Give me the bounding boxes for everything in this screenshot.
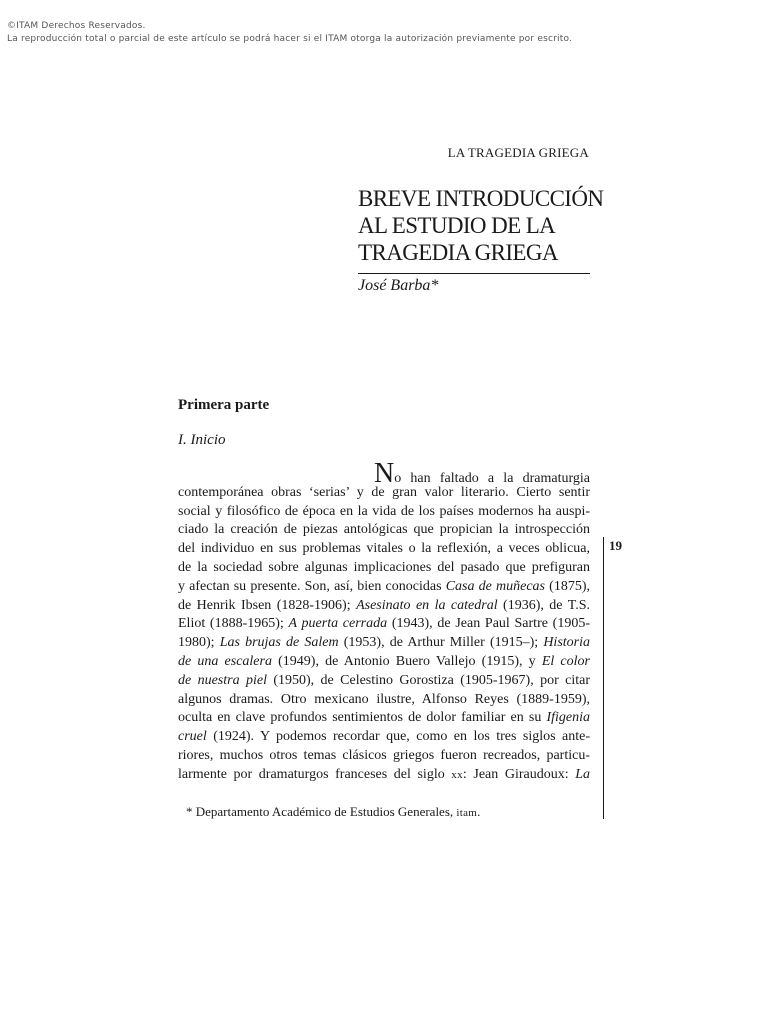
body-line [178, 672, 590, 691]
italic-text: A puerta cerrada [288, 616, 388, 632]
italic-text: El color [541, 653, 590, 669]
body-line [178, 559, 590, 578]
body-line [178, 578, 590, 597]
article-title [358, 185, 604, 266]
drop-cap: N [374, 458, 395, 489]
body-line [178, 458, 590, 489]
title-divider [358, 273, 590, 274]
body-text-segment: (1949), de Antonio Buero Vallejo (1915), y [271, 653, 542, 669]
section-heading: Primera parte [178, 397, 270, 413]
page-number: 19 [609, 538, 622, 553]
italic-text: cruel [178, 729, 207, 745]
body-text-segment: algunos dramas. Otro mexicano ilustre, Alfonso Reyes (1889-1959), [178, 691, 590, 707]
body-text-segment: de Henrik Ibsen (1828-1906); [178, 597, 357, 613]
margin-rule [603, 537, 604, 819]
body-line [178, 540, 590, 559]
body-line [178, 709, 590, 728]
title-line: AL ESTUDIO DE LA [358, 213, 556, 238]
footnote [186, 804, 480, 820]
body-text-segment: (1924). Y podemos recordar que, como en los tres siglos ante- [206, 729, 590, 745]
title-line: BREVE INTRODUCCIÓN [358, 186, 604, 211]
copyright-line-1: ©ITAM Derechos Reservados. [7, 21, 146, 31]
body-text-segment: (1950), de Celestino Gorostiza (1905-1967), por citar [266, 672, 590, 688]
body-text-segment: o han faltado a la dramaturgia [394, 471, 590, 486]
body-text-segment: de la sociedad sobre algunas implicaciones del pasado que prefiguran [178, 559, 590, 575]
body-line [178, 615, 590, 634]
subsection-heading: I. Inicio [178, 432, 226, 448]
body-text-segment: (1943), de Jean Paul Sartre (1905- [387, 616, 590, 632]
body-line [178, 503, 590, 522]
copyright-notice [7, 20, 572, 46]
body-text-segment: social y filosófico de época en la vida de los países modernos ha auspi- [178, 503, 590, 519]
body-line [178, 521, 590, 540]
body-line [178, 653, 590, 672]
body-text-segment: 1980); [178, 635, 220, 651]
body-text-segment: (1875), [545, 578, 590, 594]
italic-text: Las brujas de Salem [219, 635, 339, 651]
body-text-segment: contemporánea obras ‘serias’ y de gran valor literario. Cierto sentir [178, 484, 590, 500]
body-text-segment: y afectan su presente. Son, así, bien conocidas [178, 578, 446, 594]
italic-text: Historia [543, 635, 590, 651]
footnote-end: . [477, 804, 481, 819]
italic-text: Casa de muñecas [445, 578, 546, 594]
body-text-segment: (1953), de Arthur Miller (1915–); [338, 635, 544, 651]
body-text-segment: oculta en clave profundos sentimientos de dolor familiar en su [178, 710, 547, 726]
italic-text: de nuestra piel [178, 672, 267, 688]
body-text-segment: Eliot (1888-1965); [178, 616, 289, 632]
body-paragraph [178, 458, 590, 785]
body-line [178, 634, 590, 653]
italic-text: La [575, 766, 590, 782]
copyright-line-2: La reproducción total o parcial de este artículo se podrá hacer si el ITAM otorga la autorización previamente por escrito. [7, 34, 573, 44]
body-text-segment: xx [451, 768, 463, 781]
italic-text: de una escalera [178, 653, 272, 669]
italic-text: Ifigenia [546, 710, 590, 726]
title-line: TRAGEDIA GRIEGA [358, 240, 558, 265]
body-line [178, 728, 590, 747]
body-text-segment: (1936), de T.S. [497, 597, 590, 613]
body-text-segment: : Jean Giraudoux: [462, 766, 576, 782]
article-author: José Barba* [358, 277, 439, 294]
footnote-affiliation: itam [456, 807, 478, 819]
body-line [178, 747, 590, 766]
body-text-segment: del individuo en sus problemas vitales o la reflexión, a veces oblicua, [178, 541, 590, 557]
body-line [178, 691, 590, 710]
body-text-segment: larmente por dramaturgos franceses del siglo [178, 766, 452, 782]
body-text-segment: ciado la creación de piezas antológicas que propician la introspección [178, 522, 590, 538]
body-line [178, 766, 590, 785]
italic-text: Asesinato en la catedral [356, 597, 498, 613]
body-line [178, 597, 590, 616]
footnote-text: * Departamento Académico de Estudios Generales, [186, 804, 457, 819]
running-head: LA TRAGEDIA GRIEGA [447, 145, 589, 160]
body-text-segment: riores, muchos otros temas clásicos griegos fueron recreados, particu- [178, 747, 590, 763]
